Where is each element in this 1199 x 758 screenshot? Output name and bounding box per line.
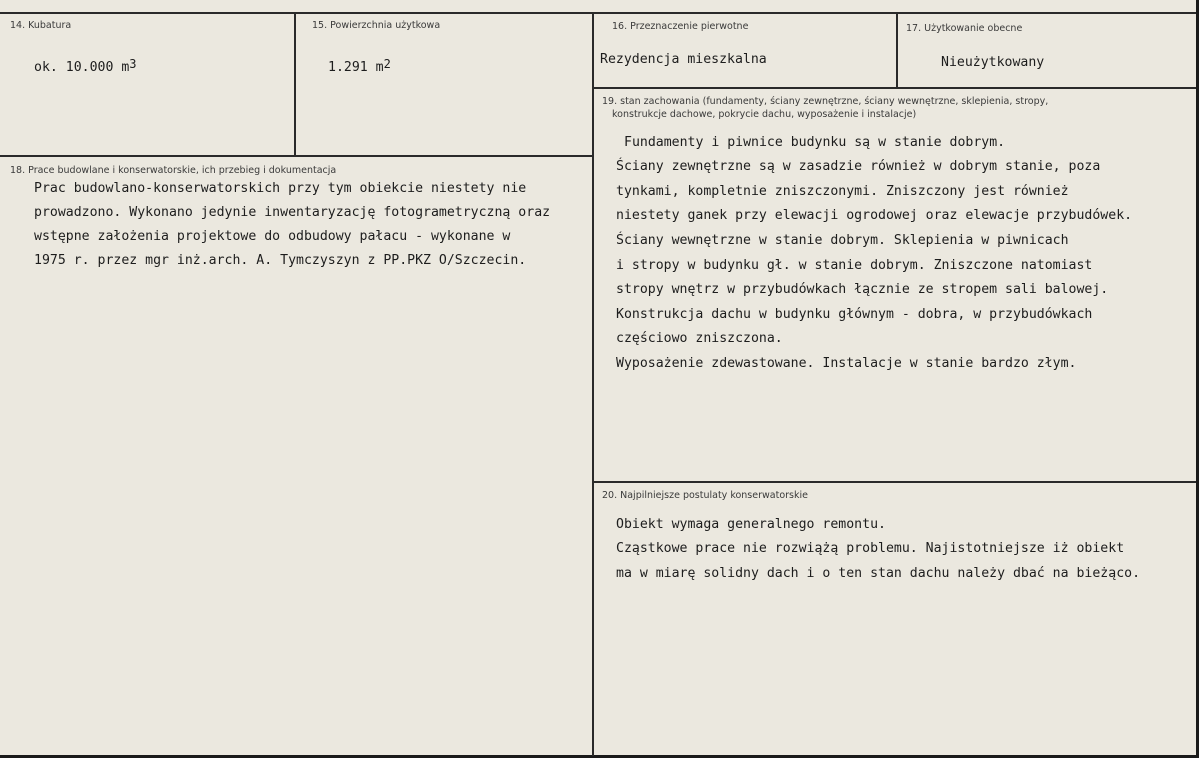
field-label-uzytkowanie: 17. Użytkowanie obecne [906,23,1023,34]
prace-line: 1975 r. przez mgr inż.arch. A. Tymczyszyn z PP.PKZ O/Szczecin. [34,253,527,268]
divider-14-15 [294,12,296,156]
field-label-postulaty: 20. Najpilniejsze postulaty konserwatorskie [602,490,808,501]
kubatura-value: ok. 10.000 m [34,60,130,75]
row-divider-right-top [594,87,1196,89]
field-value-przeznaczenie: Rezydencja mieszkalna [600,52,767,67]
divider-16-17 [896,12,898,88]
prace-line: prowadzono. Wykonano jedynie inwentaryzację fotogrametryczną oraz [34,205,551,220]
row-divider-right-mid [594,481,1196,483]
stan-line: niestety ganek przy elewacji ogrodowej oraz elewacje przybudówek. [616,208,1133,223]
prace-line: wstępne założenia projektowe do odbudowy pałacu - wykonane w [34,229,511,244]
powierzchnia-value: 1.291 m [328,60,384,75]
field-label-stan-cont: konstrukcje dachowe, pokrycie dachu, wyposażenie i instalacje) [612,109,917,120]
kubatura-unit-exponent: 3 [129,57,137,71]
field-label-powierzchnia: 15. Powierzchnia użytkowa [312,20,441,31]
stan-line: Konstrukcja dachu w budynku głównym - dobra, w przybudówkach [616,307,1093,322]
field-value-uzytkowanie: Nieużytkowany [941,55,1045,70]
powierzchnia-unit-exponent: 2 [383,57,391,71]
postulaty-line: Cząstkowe prace nie rozwiążą problemu. Najistotniejsze iż obiekt [616,541,1125,556]
stan-line: Fundamenty i piwnice budynku są w stanie dobrym. [624,135,1006,150]
stan-line: Ściany wewnętrzne w stanie dobrym. Sklepienia w piwnicach [616,233,1069,248]
top-border [0,12,1196,14]
stan-line: Ściany zewnętrzne są w zasadzie również w dobrym stanie, poza [616,159,1101,174]
stan-line: stropy wnętrz w przybudówkach łącznie ze stropem sali balowej. [616,282,1109,297]
field-value-powierzchnia [328,57,391,75]
field-label-kubatura: 14. Kubatura [10,20,72,31]
stan-line: i stropy w budynku gł. w stanie dobrym. Zniszczone natomiast [616,258,1093,273]
field-label-przeznaczenie: 16. Przeznaczenie pierwotne [612,21,749,32]
stan-line: częściowo zniszczona. [616,331,783,346]
field-label-stan: 19. stan zachowania (fundamenty, ściany zewnętrzne, ściany wewnętrzne, sklepienia, stropy, [602,96,1049,107]
field-value-kubatura [34,57,137,75]
prace-line: Prac budowlano-konserwatorskich przy tym obiekcie niestety nie [34,181,527,196]
divider-main [592,12,594,756]
postulaty-line: ma w miarę solidny dach i o ten stan dachu należy dbać na bieżąco. [616,566,1141,581]
field-label-prace: 18. Prace budowlane i konserwatorskie, ich przebieg i dokumentacja [10,165,337,176]
row-divider-left [0,155,594,157]
postulaty-line: Obiekt wymaga generalnego remontu. [616,517,886,532]
stan-line: tynkami, kompletnie zniszczonymi. Zniszczony jest również [616,184,1069,199]
stan-line: Wyposażenie zdewastowane. Instalacje w stanie bardzo złym. [616,356,1077,371]
